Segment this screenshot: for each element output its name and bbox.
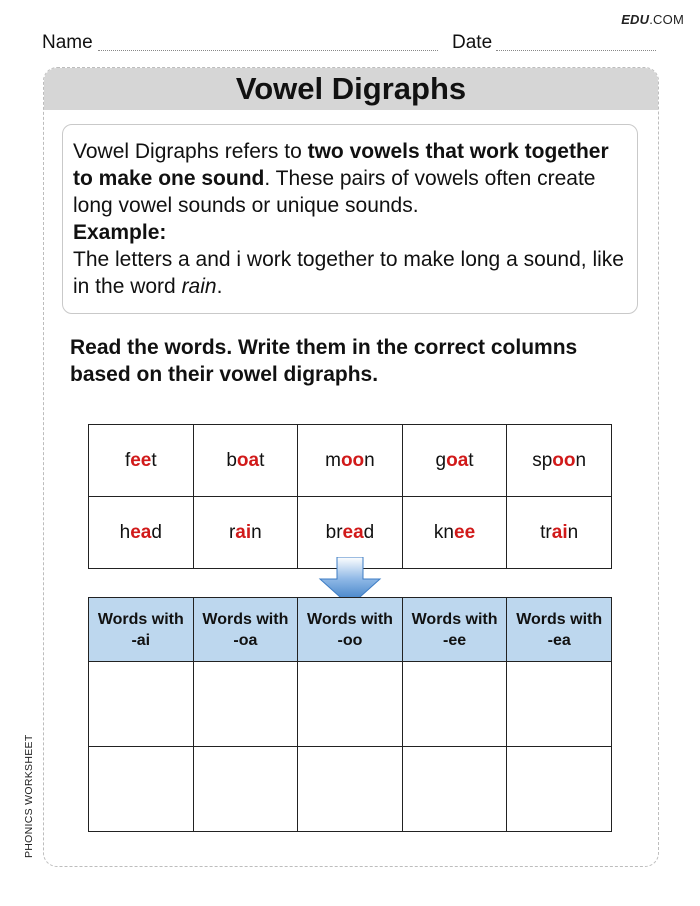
word-cell [402,497,507,569]
word-digraph: oa [236,449,260,471]
name-line[interactable] [98,50,438,51]
word-digraph: ai [551,521,568,543]
answer-cell[interactable] [298,662,403,747]
sorting-table [88,597,612,832]
sorting-header-row [89,598,612,662]
word-cell [507,425,612,497]
word-end: d [363,521,375,543]
word-start: f [124,449,131,471]
definition-emphasis: two vowels that work together to make one sound [73,140,609,190]
word-cell [193,425,298,497]
column-header-ea [507,598,612,662]
word-bank-row [89,425,612,497]
answer-cell[interactable] [298,747,403,832]
word-end: t [151,449,157,471]
example-text: The letters a and i work together to make long a sound, like in the word [73,248,624,298]
header-prefix: Words with [307,610,393,628]
definition-box [62,124,638,314]
word-cell [298,425,403,497]
example-word: rain [181,275,217,298]
header-digraph: -oa [233,631,258,649]
word-end: d [151,521,162,543]
answer-row [89,747,612,832]
column-header-ai [89,598,194,662]
word-digraph: oo [552,449,576,471]
answer-cell[interactable] [507,662,612,747]
word-cell [89,497,194,569]
worksheet-title: Vowel Digraphs [44,68,658,110]
answer-cell[interactable] [89,747,194,832]
word-start: g [435,449,447,471]
example-period: . [216,275,223,298]
word-start: r [228,521,236,543]
header-digraph: -ai [131,631,151,649]
word-start: b [226,449,237,471]
word-start: m [325,449,341,471]
answer-cell[interactable] [193,662,298,747]
header-prefix: Words with [97,610,184,628]
answer-cell[interactable] [193,747,298,832]
word-digraph: oo [340,449,365,471]
answer-cell[interactable] [402,662,507,747]
word-cell [402,425,507,497]
word-start: kn [433,521,454,543]
answer-cell[interactable] [402,747,507,832]
word-start: br [325,521,343,543]
word-digraph: ea [342,521,364,543]
definition-text-2: . These pairs of vowels often create long vowel sounds or unique sounds. [73,167,596,217]
header-digraph: -oo [337,631,363,649]
header-prefix: Words with [411,610,498,628]
answer-row [89,662,612,747]
word-start: tr [540,521,552,543]
word-digraph: oa [446,449,469,471]
column-header-ee [402,598,507,662]
word-end: n [364,449,375,471]
word-digraph: ai [235,521,252,543]
word-end: t [468,449,474,471]
word-cell [193,497,298,569]
word-start: h [119,521,131,543]
name-label: Name [42,32,93,53]
side-label: PHONICS WORKSHEET [23,734,35,858]
word-digraph: ea [130,521,152,543]
brand-logo-bold: EDU [621,12,650,27]
header-digraph: -ea [547,631,571,649]
definition-text-1: Vowel Digraphs refers to [73,140,308,163]
date-line[interactable] [496,50,656,51]
date-label: Date [452,32,493,53]
word-cell [89,425,194,497]
word-bank-table [88,424,612,569]
word-digraph: ee [130,449,152,471]
header-prefix: Words with [516,610,603,628]
word-start: sp [532,449,553,471]
answer-cell[interactable] [507,747,612,832]
instructions: Read the words. Write them in the correct columns based on their vowel digraphs. [70,336,578,386]
answer-cell[interactable] [89,662,194,747]
word-end: t [259,449,265,471]
word-digraph: ee [454,521,476,543]
example-label: Example: [73,221,167,244]
brand-logo-suffix: .COM [649,12,684,27]
word-end: n [251,521,262,543]
word-cell [507,497,612,569]
word-end: n [575,449,587,471]
header-prefix: Words with [202,610,289,628]
column-header-oo [298,598,403,662]
header-digraph: -ee [443,631,467,649]
brand-logo [621,12,684,27]
column-header-oa [193,598,298,662]
word-end: n [567,521,579,543]
